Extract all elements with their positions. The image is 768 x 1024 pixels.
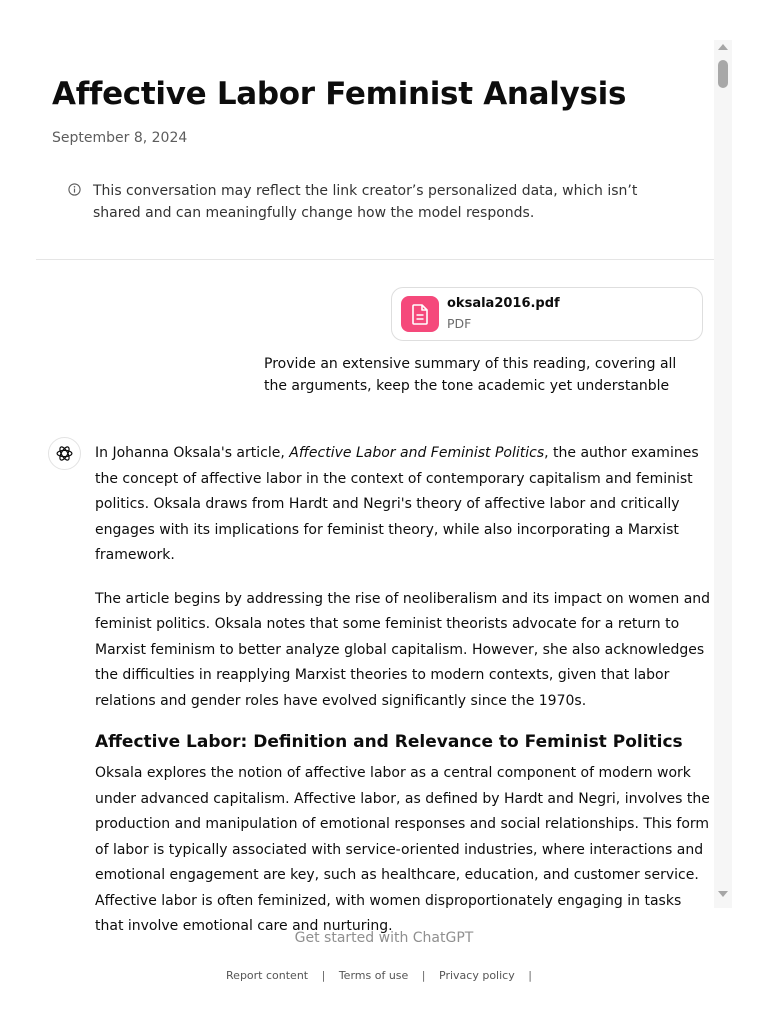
response-heading: Affective Labor: Definition and Relevance to Feminist Politics <box>95 732 683 752</box>
attachment-type: PDF <box>447 316 472 331</box>
document-icon <box>401 296 439 332</box>
conversation-date: September 8, 2024 <box>52 130 188 146</box>
terms-of-use-link[interactable]: Terms of use <box>338 969 409 982</box>
article-title: Affective Labor and Feminist Politics <box>289 445 545 461</box>
page-title: Affective Labor Feminist Analysis <box>52 76 627 112</box>
pdf-file-icon-tile <box>401 296 439 332</box>
report-content-link[interactable]: Report content <box>226 969 309 982</box>
response-paragraph: The article begins by addressing the rise of neoliberalism and its impact on women and feminist politics. Oksala notes that some feminist theorists advocate for a return to Marxist feminism to better analyze global capitalism. However, she also acknowledges the difficulties in reapplying Marxist theories to modern contexts, given that labor relations and gender roles have evolved significantly since the 1970s. <box>95 590 711 709</box>
user-message: Provide an extensive summary of this reading, covering all the arguments, keep the tone academic yet understanble <box>264 356 677 394</box>
scrollbar-thumb[interactable] <box>718 60 728 88</box>
scrollbar[interactable] <box>714 40 732 908</box>
footer-separator: | <box>321 969 326 982</box>
attachment-name: oksala2016.pdf <box>447 296 560 311</box>
chatgpt-logo-icon <box>55 444 74 463</box>
scroll-up-arrow-icon[interactable] <box>718 44 728 50</box>
assistant-avatar <box>48 437 81 470</box>
privacy-policy-link[interactable]: Privacy policy <box>439 969 515 982</box>
info-icon <box>68 183 81 196</box>
scroll-down-arrow-icon[interactable] <box>718 891 728 897</box>
header-divider <box>36 259 714 260</box>
footer-links <box>0 969 768 982</box>
get-started-link[interactable]: Get started with ChatGPT <box>294 930 474 946</box>
footer-separator: | <box>421 969 426 982</box>
footer-separator: | <box>528 969 532 982</box>
response-paragraph: In Johanna Oksala's article, Affective Labor and Feminist Politics, the author examines the concept of affective labor in the context of contemporary capitalism and feminist politics. Oksala draws from Hardt and Negri's theory of affective labor and critically engages with its implications for feminist theory, while also incorporating a Marxist framework. <box>95 445 699 563</box>
response-paragraph: Oksala explores the notion of affective labor as a central component of modern work under advanced capitalism. Affective labor, as defined by Hardt and Negri, involves the production and manipulation of emotional responses and social relationships. This form of labor is typically associated with service-oriented industries, where interactions and emotional engagement are key, such as healthcare, education, and customer service. Affective labor is often feminized, with women disproportionately engaging in tasks that involve emotional care and nurturing. <box>95 765 710 934</box>
notice-text: This conversation may reflect the link creator’s personalized data, which isn’t shared and can meaningfully change how the model responds. <box>93 183 638 221</box>
assistant-response <box>95 441 712 958</box>
attachment-card[interactable] <box>391 287 703 341</box>
